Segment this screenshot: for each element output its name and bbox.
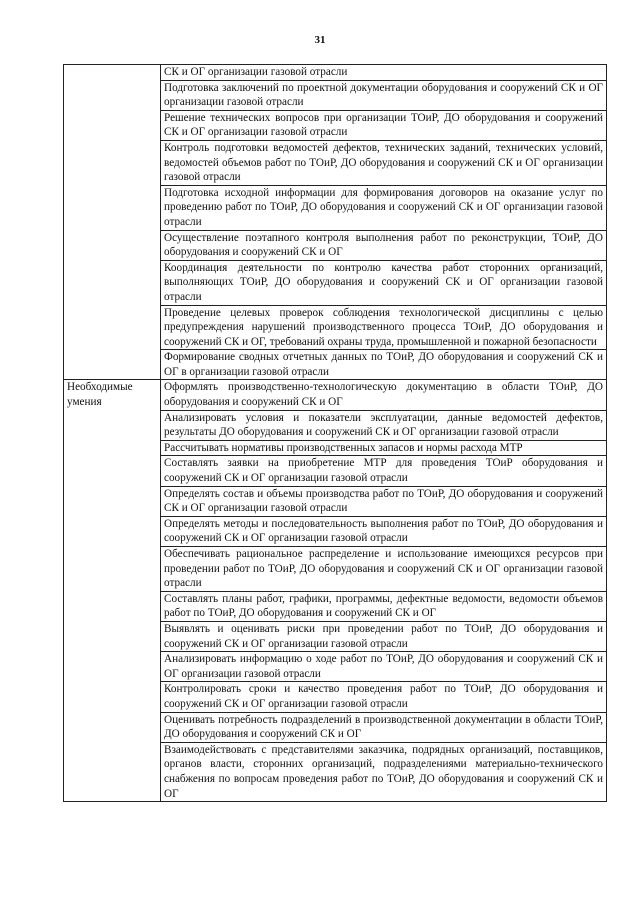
item-text: СК и ОГ организации газовой отрасли (161, 65, 607, 81)
item-text: Составлять планы работ, графики, программы, дефектные ведомости, ведомости объемов работ по ТОиР, ДО оборудования и сооружений СК и ОГ (161, 591, 607, 621)
item-text: Анализировать информацию о ходе работ по ТОиР, ДО оборудования и сооружений СК и ОГ организации газовой отрасли (161, 652, 607, 682)
item-text: Рассчитывать нормативы производственных запасов и нормы расхода МТР (161, 440, 607, 456)
item-text: Определять состав и объемы производства работ по ТОиР, ДО оборудования и сооружений СК и ОГ организации газовой отрасли (161, 486, 607, 516)
item-text: Оформлять производственно-технологическую документацию в области ТОиР, ДО оборудования и сооружений СК и ОГ (161, 380, 607, 410)
item-text: Координация деятельности по контролю качества работ сторонних организаций, выполняющих ТОиР, ДО оборудования и сооружений СК и ОГ организации газовой отрасли (161, 260, 607, 305)
item-text: Решение технических вопросов при организации ТОиР, ДО оборудования и сооружений СК и ОГ организации газовой отрасли (161, 110, 607, 140)
item-text: Подготовка исходной информации для формирования договоров на оказание услуг по проведению работ по ТОиР, ДО оборудования и сооружений СК и ОГ организации газовой отрасли (161, 185, 607, 230)
page-number: 31 (314, 34, 326, 46)
item-text: Проведение целевых проверок соблюдения технологической дисциплины с целью предупреждения нарушений производственного процесса ТОиР, ДО оборудования и сооружений СК и ОГ, требований охраны труда, промышленной и пожарной безопасности (161, 305, 607, 350)
section-label-line: Необходимые (67, 381, 133, 394)
item-text: Контролировать сроки и качество проведения работ по ТОиР, ДО оборудования и сооружений СК и ОГ организации газовой отрасли (161, 682, 607, 712)
item-text: Взаимодействовать с представителями заказчика, подрядных организаций, поставщиков, органов власти, сторонних организаций, подразделениями материально-технического снабжения по вопросам проведения работ по ТОиР, ДО оборудования и сооружений СК и ОГ (161, 742, 607, 801)
section-label-line: умения (67, 396, 102, 409)
table-row (64, 380, 607, 410)
item-text: Контроль подготовки ведомостей дефектов, технических заданий, технических условий, ведомостей объемов работ по ТОиР, ДО оборудования и сооружений СК и ОГ организации газовой отрасли (161, 140, 607, 185)
item-text: Обеспечивать рациональное распределение и использование имеющихся ресурсов при проведении работ по ТОиР, ДО оборудования и сооружений СК и ОГ организации газовой отрасли (161, 547, 607, 592)
section-label-cell (64, 380, 161, 802)
item-text: Оценивать потребность подразделений в производственной документации в области ТОиР, ДО оборудования и сооружений СК и ОГ (161, 712, 607, 742)
item-text: Анализировать условия и показатели эксплуатации, данные ведомостей дефектов, результаты ДО оборудования и сооружений СК и ОГ организации газовой отрасли (161, 410, 607, 440)
item-text: Осуществление поэтапного контроля выполнения работ по реконструкции, ТОиР, ДО оборудования и сооружений СК и ОГ (161, 230, 607, 260)
item-text: Составлять заявки на приобретение МТР для проведения ТОиР оборудования и сооружений СК и ОГ организации газовой отрасли (161, 456, 607, 486)
competency-table (63, 64, 607, 802)
item-text: Подготовка заключений по проектной документации оборудования и сооружений СК и ОГ организации газовой отрасли (161, 80, 607, 110)
item-text: Выявлять и оценивать риски при проведении работ по ТОиР, ДО оборудования и сооружений СК и ОГ организации газовой отрасли (161, 621, 607, 651)
item-text: Определять методы и последовательность выполнения работ по ТОиР, ДО оборудования и сооружений СК и ОГ организации газовой отрасли (161, 516, 607, 546)
section-label-cell (64, 65, 161, 380)
item-text: Формирование сводных отчетных данных по ТОиР, ДО оборудования и сооружений СК и ОГ в организации газовой отрасли (161, 350, 607, 380)
table-row (64, 65, 607, 81)
